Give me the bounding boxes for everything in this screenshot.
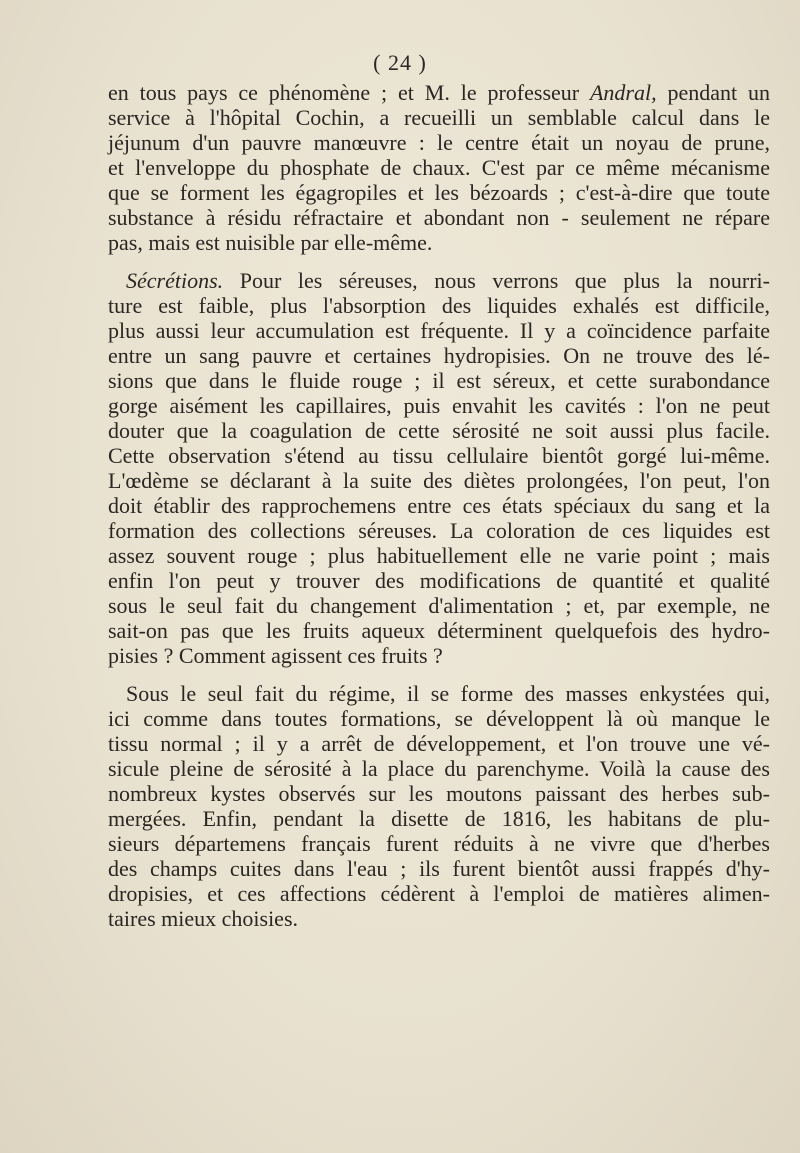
paragraph-2 bbox=[108, 268, 770, 668]
text-line: pas, mais est nuisible par elle-même. bbox=[108, 230, 433, 255]
text-line: substance à résidu réfractaire et abondant non - seulement ne répare bbox=[108, 205, 770, 230]
text-line: gorge aisément les capillaires, puis envahit les cavités : l'on ne peut bbox=[108, 393, 770, 418]
text-line: en tous pays ce phénomène ; et M. le professeur Andral, pendant un bbox=[108, 80, 770, 105]
text-line: formation des collections séreuses. La coloration de ces liquides est bbox=[108, 518, 770, 543]
text-line: Sous le seul fait du régime, il se forme des masses enkystées qui, bbox=[126, 681, 770, 706]
text-line: L'œdème se déclarant à la suite des diètes prolongées, l'on peut, l'on bbox=[108, 468, 770, 493]
text-line: douter que la coagulation de cette sérosité ne soit aussi plus facile. bbox=[108, 418, 770, 443]
body-text bbox=[108, 80, 770, 931]
text-line: Cette observation s'étend au tissu cellulaire bientôt gorgé lui-même. bbox=[108, 443, 770, 468]
text-line: sieurs départemens français furent réduits à ne vivre que d'herbes bbox=[108, 831, 770, 856]
text-line: sions que dans le fluide rouge ; il est séreux, et cette surabondance bbox=[108, 368, 770, 393]
text-line: Sécrétions. Pour les séreuses, nous verrons que plus la nourri- bbox=[126, 268, 770, 293]
text-line: ici comme dans toutes formations, se développent là où manque le bbox=[108, 706, 770, 731]
text-line: plus aussi leur accumulation est fréquente. Il y a coïncidence parfaite bbox=[108, 318, 770, 343]
italic-text: Sécrétions. bbox=[126, 268, 224, 293]
text-line: taires mieux choisies. bbox=[108, 906, 299, 931]
text-line: ture est faible, plus l'absorption des liquides exhalés est difficile, bbox=[108, 293, 770, 318]
text-line: sicule pleine de sérosité à la place du parenchyme. Voilà la cause des bbox=[108, 756, 770, 781]
text-line: mergées. Enfin, pendant la disette de 1816, les habitans de plu- bbox=[108, 806, 770, 831]
text-line: doit établir des rapprochemens entre ces états spéciaux du sang et la bbox=[108, 493, 770, 518]
text-line: dropisies, et ces affections cédèrent à l'emploi de matières alimen- bbox=[108, 881, 770, 906]
paragraph-1 bbox=[108, 80, 770, 255]
text-line: sous le seul fait du changement d'alimentation ; et, par exemple, ne bbox=[108, 593, 770, 618]
text-line: nombreux kystes observés sur les moutons paissant des herbes sub- bbox=[108, 781, 770, 806]
text-line: entre un sang pauvre et certaines hydropisies. On ne trouve des lé- bbox=[108, 343, 770, 368]
italic-text: Andral, bbox=[589, 80, 657, 105]
text-line: tissu normal ; il y a arrêt de développement, et l'on trouve une vé- bbox=[108, 731, 770, 756]
text-line: enfin l'on peut y trouver des modifications de quantité et qualité bbox=[108, 568, 770, 593]
text-line: et l'enveloppe du phosphate de chaux. C'est par ce même mécanisme bbox=[108, 155, 770, 180]
text-line: service à l'hôpital Cochin, a recueilli un semblable calcul dans le bbox=[108, 105, 770, 130]
text-line: jéjunum d'un pauvre manœuvre : le centre était un noyau de prune, bbox=[108, 130, 770, 155]
text-line: que se forment les égagropiles et les bézoards ; c'est-à-dire que toute bbox=[108, 180, 770, 205]
page-number: ( 24 ) bbox=[373, 50, 427, 75]
text-line: des champs cuites dans l'eau ; ils furent bientôt aussi frappés d'hy- bbox=[108, 856, 770, 881]
text-line: sait-on pas que les fruits aqueux déterminent quelquefois des hydro- bbox=[108, 618, 770, 643]
text-line: assez souvent rouge ; plus habituellement elle ne varie point ; mais bbox=[108, 543, 770, 568]
text-line: pisies ? Comment agissent ces fruits ? bbox=[108, 643, 443, 668]
paragraph-3 bbox=[108, 681, 770, 931]
